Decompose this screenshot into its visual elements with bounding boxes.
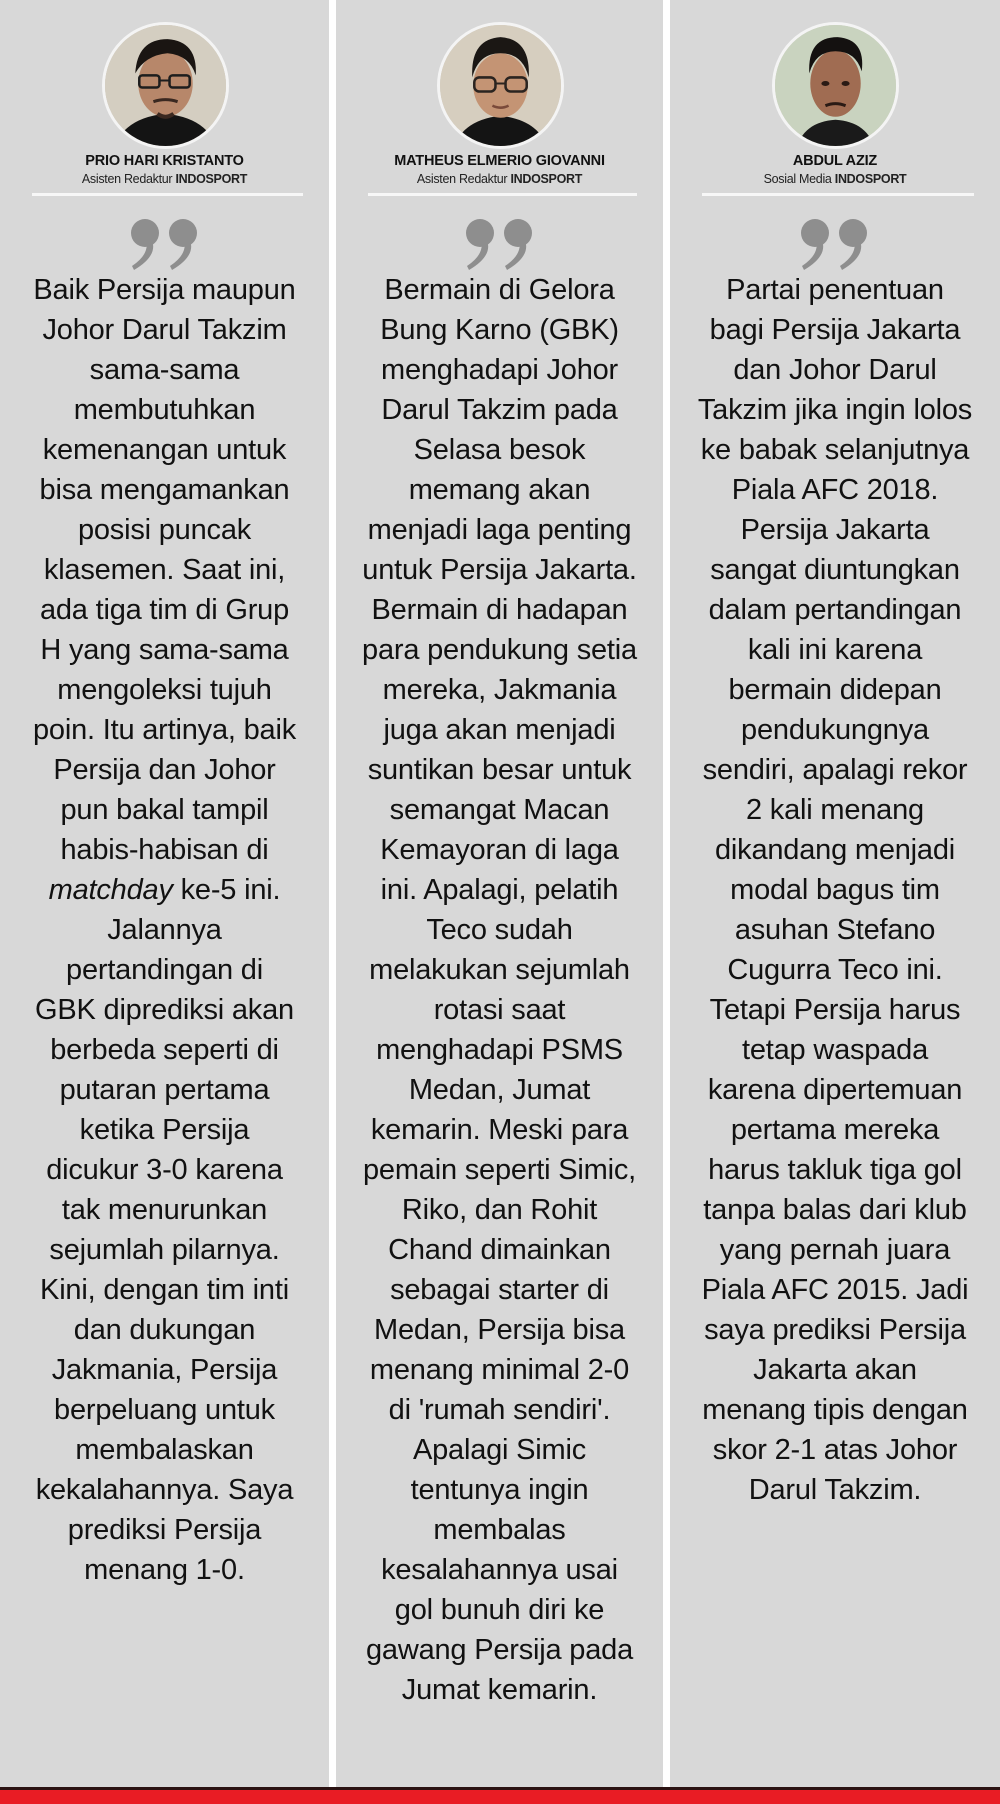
text-line: kesalahannya usai [381,1554,618,1586]
text-line: Bermain di Gelora [384,274,615,306]
text-line: Jakmania, Persija [51,1354,278,1386]
text-line: kekalahannya. Saya [35,1474,294,1506]
text-line: Persija Jakarta [740,514,930,546]
text-line: suntikan besar untuk [367,754,632,786]
text-line: putaran pertama [59,1074,270,1106]
text-line [22,870,307,910]
commentator-card-prio-hari-kristanto [0,0,329,1787]
avatar [772,22,899,149]
text-line: menang tipis dengan [702,1394,968,1426]
text-line: Jalannya [107,914,222,946]
text-line: Johor Darul Takzim [42,314,287,346]
text-line: Persija dan Johor [53,754,276,786]
text-line: Apalagi Simic [412,1434,587,1466]
text-line: gol bunuh diri ke [394,1594,605,1626]
text-line: Darul Takzim pada [381,394,618,426]
text-line: para pendukung setia [362,634,637,666]
text-line: di 'rumah sendiri'. [388,1394,611,1426]
text-line: Riko, dan Rohit [401,1194,598,1226]
text-line: menghadapi PSMS [376,1034,623,1066]
text-line: Kemayoran di laga [380,834,619,866]
text-line: berpeluang untuk [54,1394,275,1426]
text-line: kali ini karena [747,634,923,666]
text-line: bagi Persija Jakarta [709,314,961,346]
commentator-card-matheus-elmerio-giovanni [336,0,663,1787]
text-line: tetap waspada [741,1034,929,1066]
text-line: ke babak selanjutnya [700,434,970,466]
text-line: habis-habisan di [60,834,269,866]
commentary-text [22,270,307,1590]
text-line: Bung Karno (GBK) [380,314,619,346]
text-line: Bermain di hadapan [371,594,628,626]
text-line: Cugurra Teco ini. [727,954,943,986]
text-line: berbeda seperti di [50,1034,279,1066]
text-line: sendiri, apalagi rekor [702,754,968,786]
text-line: posisi puncak [77,514,252,546]
text-line: Baik Persija maupun [33,274,296,306]
text-line: membalas [433,1514,566,1546]
text-line: Teco sudah [426,914,573,946]
text-line: juga akan menjadi [383,714,616,746]
text-line: dalam pertandingan [708,594,962,626]
closing-quote-icon [128,218,202,270]
text-line: tak menurunkan [61,1194,268,1226]
text-line: sejumlah pilarnya. [49,1234,280,1266]
text-line: gawang Persija pada [365,1634,634,1666]
text-line: menang minimal 2-0 [369,1354,630,1386]
text-line: untuk Persija Jakarta. [362,554,637,586]
text-line: Kini, dengan tim inti [40,1274,289,1306]
text-line: memang akan [408,474,591,506]
text-line: Tetapi Persija harus [709,994,961,1026]
role-title: Asisten Redaktur [416,172,508,186]
avatar [102,22,229,149]
text-line: semangat Macan [389,794,610,826]
text-line: dicukur 3-0 karena [46,1154,283,1186]
commentator-card-abdul-aziz [670,0,1000,1787]
text-line: dan Johor Darul [733,354,937,386]
text-line: menang 1-0. [84,1554,245,1586]
text-line: Jakarta akan [753,1354,917,1386]
text-line: harus takluk tiga gol [708,1154,962,1186]
header-divider [368,193,637,196]
text-line: kemenangan untuk [42,434,287,466]
closing-quote-icon [463,218,537,270]
text-line: tanpa balas dari klub [703,1194,967,1226]
commentary-text [692,270,978,1510]
text-line: membalaskan [75,1434,254,1466]
text-line: 2 kali menang [746,794,924,826]
text-line: saya prediksi Persija [704,1314,966,1346]
text-line: Piala AFC 2018. [731,474,939,506]
text-line: ini. Apalagi, pelatih [380,874,619,906]
commentator-role [670,172,1000,187]
text-line: karena dipertemuan [707,1074,963,1106]
commentary-text [358,270,641,1710]
text-line: sebagai starter di [390,1274,609,1306]
text-line: rotasi saat [433,994,566,1026]
portrait-photo-icon [440,25,561,146]
text-line: Chand dimainkan [388,1234,611,1266]
text-line: klasemen. Saat ini, [43,554,286,586]
italic-term: matchday [48,874,173,906]
header-divider [702,193,974,196]
text-line: sama-sama [89,354,240,386]
role-title: Sosial Media [763,172,832,186]
commentator-name: ABDUL AZIZ [792,153,878,169]
role-brand: INDOSPORT [510,172,583,186]
text-line: modal bagus tim [730,874,940,906]
text-line: Medan, Persija bisa [374,1314,625,1346]
text-line: skor 2-1 atas Johor [712,1434,958,1466]
text-line: H yang sama-sama [40,634,289,666]
text-line: menghadapi Johor [380,354,619,386]
footer-red-bar [0,1790,1000,1804]
text-line: yang pernah juara [719,1234,951,1266]
text-line: ada tiga tim di Grup [39,594,290,626]
text-line: GBK diprediksi akan [35,994,294,1026]
portrait-photo-icon [105,25,226,146]
text-line: Jumat kemarin. [401,1674,598,1706]
text-line: mengoleksi tujuh [57,674,272,706]
text-line: prediksi Persija [67,1514,262,1546]
text-line: kemarin. Meski para [370,1114,629,1146]
role-title: Asisten Redaktur [81,172,173,186]
text-line: ketika Persija [79,1114,250,1146]
text-line: Selasa besok [413,434,586,466]
text-fragment: ke-5 ini. [172,874,281,906]
text-line: melakukan sejumlah [369,954,630,986]
text-line: Takzim jika ingin lolos [697,394,973,426]
text-line: pemain seperti Simic, [362,1154,636,1186]
commentator-role [336,172,663,187]
text-line: pendukungnya [741,714,929,746]
header-divider [32,193,303,196]
text-line: asuhan Stefano [734,914,936,946]
text-line: bisa mengamankan [39,474,290,506]
text-line: Medan, Jumat [408,1074,591,1106]
text-line: pun bakal tampil [60,794,269,826]
text-line: Piala AFC 2015. Jadi [701,1274,969,1306]
text-line: menjadi laga penting [367,514,632,546]
text-line: sangat diuntungkan [710,554,960,586]
text-line: Partai penentuan [726,274,944,306]
role-brand: INDOSPORT [834,172,907,186]
text-line: poin. Itu artinya, baik [33,714,296,746]
closing-quote-icon [798,218,872,270]
text-line: membutuhkan [73,394,256,426]
commentator-name: MATHEUS ELMERIO GIOVANNI [394,153,605,169]
avatar [437,22,564,149]
text-line: tentunya ingin [410,1474,589,1506]
text-line: pertama mereka [730,1114,940,1146]
text-line: dikandang menjadi [714,834,956,866]
commentator-role [0,172,329,187]
portrait-photo-icon [775,25,896,146]
role-brand: INDOSPORT [175,172,248,186]
text-line: pertandingan di [66,954,263,986]
text-line: Darul Takzim. [748,1474,922,1506]
text-line: mereka, Jakmania [382,674,617,706]
text-line: bermain didepan [728,674,942,706]
commentator-name: PRIO HARI KRISTANTO [85,153,244,169]
text-line: dan dukungan [73,1314,256,1346]
